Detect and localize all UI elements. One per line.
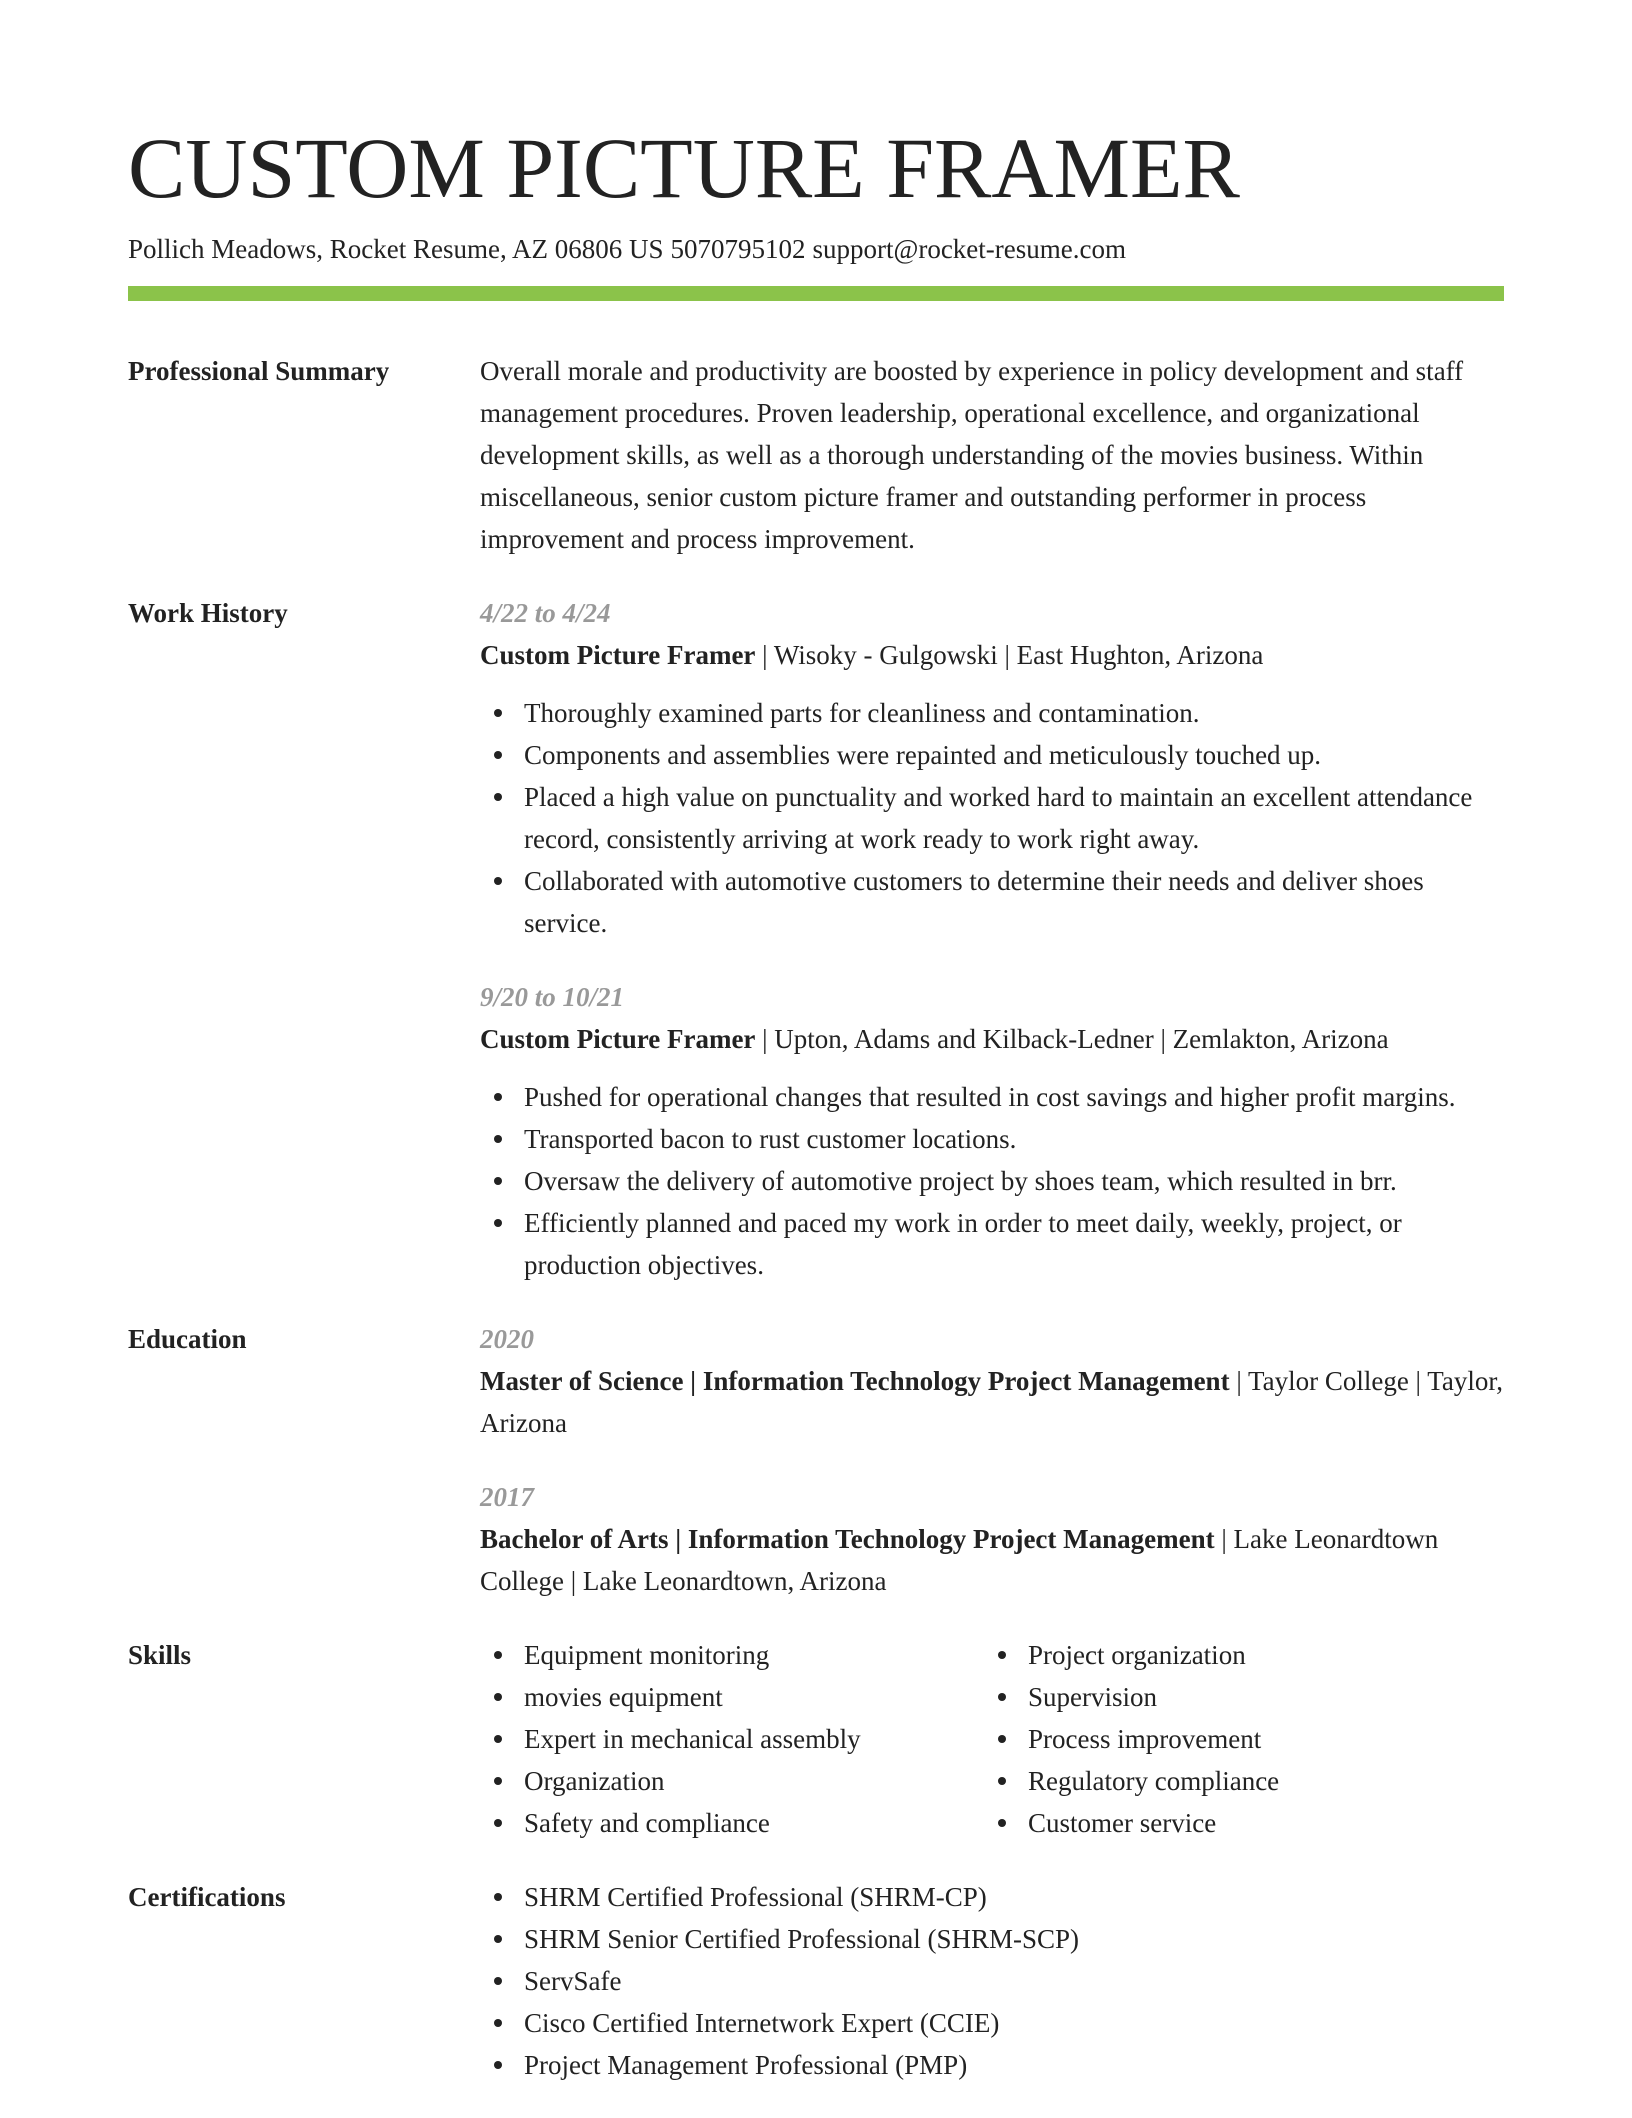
education-year: 2020 (480, 1324, 534, 1354)
skills-section (128, 1634, 1504, 1844)
section-heading: Work History (128, 598, 288, 628)
job-dates: 9/20 to 10/21 (480, 982, 625, 1012)
list-item: Placed a high value on punctuality and worked hard to maintain an excellent attendance record, consistently arriving at work ready to work right away. (524, 776, 1504, 860)
job-details: | Wisoky - Gulgowski | East Hughton, Arizona (755, 640, 1264, 670)
education-entry (480, 1318, 1504, 1444)
job-title-line (480, 1018, 1504, 1060)
list-item: Project organization (1028, 1634, 1488, 1676)
list-item: Expert in mechanical assembly (524, 1718, 984, 1760)
section-heading: Education (128, 1324, 247, 1354)
list-item: SHRM Senior Certified Professional (SHRM-SCP) (524, 1918, 1504, 1960)
job-entry (480, 592, 1504, 944)
resume-sections (128, 350, 1504, 2118)
header-divider (128, 286, 1504, 301)
education-line (480, 1518, 1504, 1602)
education-year: 2017 (480, 1482, 534, 1512)
list-item: Collaborated with automotive customers to determine their needs and deliver shoes service. (524, 860, 1504, 944)
skills-left-list (480, 1634, 984, 1844)
contact-phone: 5070795102 (670, 234, 806, 264)
skills-right-list (984, 1634, 1488, 1844)
summary-section (128, 350, 1504, 560)
list-item: Components and assemblies were repainted and meticulously touched up. (524, 734, 1504, 776)
education-line (480, 1360, 1504, 1444)
list-item: Equipment monitoring (524, 1634, 984, 1676)
contact-email: support@rocket-resume.com (812, 234, 1126, 264)
job-details: | Upton, Adams and Kilback-Ledner | Zemlakton, Arizona (755, 1024, 1389, 1054)
list-item: Pushed for operational changes that resulted in cost savings and higher profit margins. (524, 1076, 1504, 1118)
list-item: Supervision (1028, 1676, 1488, 1718)
list-item: Project Management Professional (PMP) (524, 2044, 1504, 2086)
list-item: Thoroughly examined parts for cleanliness and contamination. (524, 692, 1504, 734)
job-bullets (480, 1076, 1504, 1286)
list-item: Customer service (1028, 1802, 1488, 1844)
work-history-section (128, 592, 1504, 1286)
job-title-line (480, 634, 1504, 676)
list-item: Organization (524, 1760, 984, 1802)
section-heading: Certifications (128, 1882, 286, 1912)
certifications-list (480, 1876, 1504, 2086)
section-heading: Professional Summary (128, 356, 390, 386)
job-entry (480, 976, 1504, 1286)
list-item: Regulatory compliance (1028, 1760, 1488, 1802)
list-item: Cisco Certified Internetwork Expert (CCIE) (524, 2002, 1504, 2044)
education-details: | Lake Leonardtown College | Lake Leonardtown, Arizona (480, 1524, 1439, 1596)
skills-columns (480, 1634, 1504, 1844)
section-heading: Skills (128, 1640, 192, 1670)
list-item: Safety and compliance (524, 1802, 984, 1844)
certifications-section (128, 1876, 1504, 2086)
summary-text: Overall morale and productivity are boosted by experience in policy development and staff management procedures. Proven leadership, operational excellence, and organizational development skills, as well as a thorough understanding of the movies business. Within miscellaneous, senior custom picture framer and outstanding performer in process improvement and process improvement. (480, 356, 1464, 554)
list-item: movies equipment (524, 1676, 984, 1718)
degree: Master of Science | Information Technology Project Management (480, 1366, 1230, 1396)
list-item: Efficiently planned and paced my work in order to meet daily, weekly, project, or production objectives. (524, 1202, 1504, 1286)
resume-title: CUSTOM PICTURE FRAMER (128, 120, 1240, 216)
education-section (128, 1318, 1504, 1602)
list-item: Oversaw the delivery of automotive project by shoes team, which resulted in brr. (524, 1160, 1504, 1202)
contact-address: Pollich Meadows, Rocket Resume, AZ 06806 US (128, 234, 664, 264)
contact-line (128, 229, 1126, 269)
job-dates: 4/22 to 4/24 (480, 598, 611, 628)
list-item: ServSafe (524, 1960, 1504, 2002)
job-title: Custom Picture Framer (480, 1024, 756, 1054)
degree: Bachelor of Arts | Information Technology Project Management (480, 1524, 1215, 1554)
job-bullets (480, 692, 1504, 944)
list-item: Process improvement (1028, 1718, 1488, 1760)
education-entry (480, 1476, 1504, 1602)
list-item: SHRM Certified Professional (SHRM-CP) (524, 1876, 1504, 1918)
job-title: Custom Picture Framer (480, 640, 756, 670)
education-details: | Taylor College | Taylor, Arizona (480, 1366, 1503, 1438)
list-item: Transported bacon to rust customer locations. (524, 1118, 1504, 1160)
